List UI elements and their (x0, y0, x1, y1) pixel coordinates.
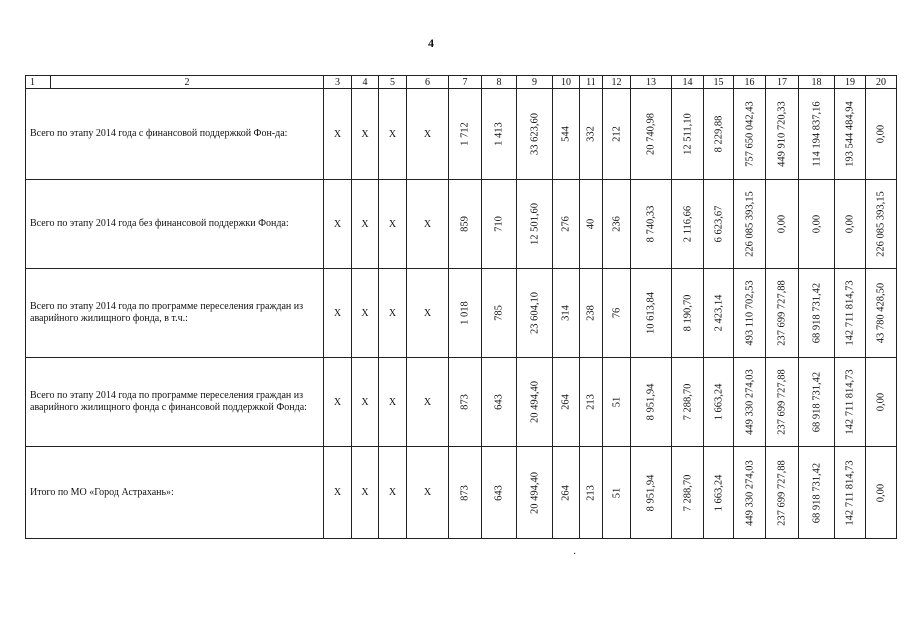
x-mark-cell: X (352, 358, 379, 447)
header-row (26, 76, 897, 89)
value-cell (517, 180, 553, 269)
header-cell: 1 (26, 76, 51, 89)
value-text: 142 711 814,73 (844, 280, 856, 346)
value-cell (799, 180, 835, 269)
x-mark-cell: X (379, 269, 407, 358)
header-cell: 12 (603, 76, 631, 89)
value-cell (835, 180, 866, 269)
header-cell: 7 (449, 76, 482, 89)
header-cell: 11 (580, 76, 603, 89)
value-text: 237 699 727,88 (776, 280, 788, 346)
value-cell (799, 89, 835, 180)
value-text: 238 (585, 305, 597, 321)
x-mark-cell: X (379, 447, 407, 539)
table-row (26, 447, 897, 539)
value-text: 8 951,94 (645, 474, 657, 511)
header-cell: 5 (379, 76, 407, 89)
value-text: 40 (585, 218, 597, 230)
value-text: 43 780 428,50 (875, 282, 887, 344)
value-text: 643 (493, 394, 505, 410)
value-cell (835, 89, 866, 180)
value-cell (672, 269, 704, 358)
value-cell (603, 358, 631, 447)
value-cell (482, 358, 517, 447)
value-text: 51 (611, 396, 622, 408)
value-text: 1 663,24 (713, 383, 724, 421)
value-cell (603, 89, 631, 180)
value-text: 142 711 814,73 (844, 369, 856, 435)
x-mark-cell: X (407, 89, 449, 180)
value-cell (866, 89, 897, 180)
value-text: 7 288,70 (682, 474, 693, 511)
value-cell (835, 447, 866, 539)
value-text: 212 (611, 126, 622, 142)
value-cell (631, 180, 672, 269)
value-cell (672, 447, 704, 539)
row-label: Итого по МО «Город Астрахань»: (26, 447, 324, 539)
value-cell (766, 269, 799, 358)
value-text: 785 (493, 305, 505, 321)
value-text: 710 (493, 216, 505, 232)
value-text: 10 613,84 (645, 292, 657, 334)
header-cell: 6 (407, 76, 449, 89)
value-text: 493 110 702,53 (744, 280, 755, 346)
value-cell (553, 447, 580, 539)
value-text: 237 699 727,88 (776, 459, 788, 526)
value-text: 264 (560, 394, 572, 410)
value-cell (734, 269, 766, 358)
row-label: Всего по этапу 2014 года с финансовой поддержкой Фон-да: (26, 89, 324, 180)
value-text: 2 116,66 (682, 205, 693, 243)
value-cell (704, 269, 734, 358)
value-cell (799, 358, 835, 447)
value-text: 237 699 727,88 (776, 369, 788, 435)
header-cell: 13 (631, 76, 672, 89)
value-cell (766, 180, 799, 269)
value-cell (517, 269, 553, 358)
value-text: 0,00 (875, 124, 887, 144)
value-text: 449 910 720,33 (776, 101, 788, 167)
value-cell (603, 180, 631, 269)
value-cell (603, 447, 631, 539)
value-cell (734, 89, 766, 180)
value-text: 873 (459, 394, 471, 410)
value-cell (631, 358, 672, 447)
value-cell (799, 447, 835, 539)
header-cell: 20 (866, 76, 897, 89)
value-cell (580, 447, 603, 539)
value-cell (580, 89, 603, 180)
value-text: 213 (585, 484, 597, 501)
value-text: 236 (611, 216, 622, 232)
value-text: 1 018 (459, 301, 471, 325)
value-cell (553, 358, 580, 447)
value-cell (734, 447, 766, 539)
value-cell (580, 269, 603, 358)
value-cell (449, 89, 482, 180)
table-row (26, 89, 897, 180)
value-cell (553, 269, 580, 358)
value-cell (580, 180, 603, 269)
value-text: 1 413 (493, 122, 505, 146)
x-mark-cell: X (352, 447, 379, 539)
row-label: Всего по этапу 2014 года по программе переселения граждан из аварийного жилищного фонда с финансовой поддержкой Фонда: (26, 358, 324, 447)
value-cell (704, 358, 734, 447)
data-table (25, 75, 897, 539)
value-cell (835, 269, 866, 358)
value-text: 264 (560, 484, 572, 501)
value-text: 68 918 731,42 (811, 282, 822, 344)
stray-mark: · (573, 549, 577, 560)
header-cell: 17 (766, 76, 799, 89)
value-cell (866, 447, 897, 539)
value-cell (517, 358, 553, 447)
x-mark-cell: X (324, 180, 352, 269)
value-text: 68 918 731,42 (811, 371, 822, 433)
header-cell: 19 (835, 76, 866, 89)
value-cell (603, 269, 631, 358)
value-text: 449 330 274,03 (744, 459, 755, 526)
value-text: 0,00 (844, 214, 856, 234)
value-text: 114 194 837,16 (811, 101, 822, 167)
value-cell (766, 447, 799, 539)
value-cell (580, 358, 603, 447)
value-text: 226 085 393,15 (744, 191, 755, 257)
value-text: 20 740,98 (645, 113, 657, 155)
value-text: 314 (560, 305, 572, 321)
header-cell: 18 (799, 76, 835, 89)
value-cell (766, 89, 799, 180)
value-text: 8 229,88 (713, 115, 724, 153)
header-cell: 2 (51, 76, 324, 89)
x-mark-cell: X (352, 269, 379, 358)
table-row (26, 358, 897, 447)
value-text: 8 190,70 (682, 294, 693, 332)
x-mark-cell: X (379, 358, 407, 447)
value-cell (482, 180, 517, 269)
value-text: 0,00 (811, 214, 822, 234)
value-cell (734, 358, 766, 447)
value-cell (553, 89, 580, 180)
value-text: 12 511,10 (682, 113, 693, 155)
x-mark-cell: X (324, 358, 352, 447)
value-text: 51 (611, 487, 622, 498)
value-cell (482, 447, 517, 539)
value-cell (766, 358, 799, 447)
value-text: 23 604,10 (529, 292, 540, 334)
value-text: 142 711 814,73 (844, 459, 856, 526)
value-cell (704, 447, 734, 539)
header-cell: 4 (352, 76, 379, 89)
header-cell: 15 (704, 76, 734, 89)
value-cell (799, 269, 835, 358)
value-cell (672, 89, 704, 180)
page-number: 4 (428, 36, 434, 50)
value-cell (631, 447, 672, 539)
value-text: 544 (560, 126, 572, 142)
value-text: 193 544 484,94 (844, 101, 856, 167)
value-cell (553, 180, 580, 269)
header-cell: 8 (482, 76, 517, 89)
value-cell (835, 358, 866, 447)
value-cell (517, 447, 553, 539)
value-cell (449, 180, 482, 269)
value-cell (449, 358, 482, 447)
value-text: 873 (459, 484, 471, 501)
header-cell: 10 (553, 76, 580, 89)
row-label: Всего по этапу 2014 года по программе переселения граждан из аварийного жилищного фонда, в т.ч.: (26, 269, 324, 358)
value-text: 76 (611, 307, 622, 319)
x-mark-cell: X (352, 89, 379, 180)
x-mark-cell: X (352, 180, 379, 269)
value-cell (482, 89, 517, 180)
header-cell: 3 (324, 76, 352, 89)
x-mark-cell: X (324, 447, 352, 539)
value-text: 1 663,24 (713, 474, 724, 511)
value-text: 68 918 731,42 (811, 462, 822, 523)
value-cell (672, 358, 704, 447)
value-text: 20 494,40 (529, 381, 540, 423)
value-text: 33 623,60 (529, 113, 540, 155)
header-cell: 9 (517, 76, 553, 89)
x-mark-cell: X (379, 180, 407, 269)
value-text: 757 650 042,43 (744, 101, 755, 167)
value-text: 20 494,40 (529, 471, 540, 514)
value-text: 0,00 (875, 483, 887, 502)
value-text: 6 623,67 (713, 205, 724, 243)
table-row (26, 180, 897, 269)
value-cell (672, 180, 704, 269)
value-text: 859 (459, 216, 471, 232)
value-text: 332 (585, 126, 597, 142)
value-text: 643 (493, 484, 505, 501)
header-cell: 14 (672, 76, 704, 89)
value-text: 8 740,33 (645, 205, 657, 243)
header-cell: 16 (734, 76, 766, 89)
value-text: 1 712 (459, 122, 471, 146)
value-cell (704, 89, 734, 180)
value-cell (631, 89, 672, 180)
value-text: 8 951,94 (645, 383, 657, 421)
value-cell (449, 269, 482, 358)
value-cell (631, 269, 672, 358)
table-row (26, 269, 897, 358)
value-text: 449 330 274,03 (744, 369, 755, 435)
value-text: 0,00 (776, 214, 788, 234)
value-cell (482, 269, 517, 358)
value-text: 226 085 393,15 (875, 191, 887, 257)
value-cell (734, 180, 766, 269)
value-cell (866, 180, 897, 269)
value-text: 276 (560, 216, 572, 232)
value-text: 2 423,14 (713, 294, 724, 332)
value-text: 213 (585, 394, 597, 410)
x-mark-cell: X (407, 358, 449, 447)
value-cell (517, 89, 553, 180)
value-cell (704, 180, 734, 269)
x-mark-cell: X (407, 269, 449, 358)
value-text: 0,00 (875, 392, 887, 412)
row-label: Всего по этапу 2014 года без финансовой поддержки Фонда: (26, 180, 324, 269)
value-text: 12 501,60 (529, 203, 540, 245)
x-mark-cell: X (379, 89, 407, 180)
value-text: 7 288,70 (682, 383, 693, 421)
x-mark-cell: X (324, 89, 352, 180)
value-cell (866, 269, 897, 358)
x-mark-cell: X (407, 447, 449, 539)
x-mark-cell: X (324, 269, 352, 358)
value-cell (866, 358, 897, 447)
x-mark-cell: X (407, 180, 449, 269)
value-cell (449, 447, 482, 539)
